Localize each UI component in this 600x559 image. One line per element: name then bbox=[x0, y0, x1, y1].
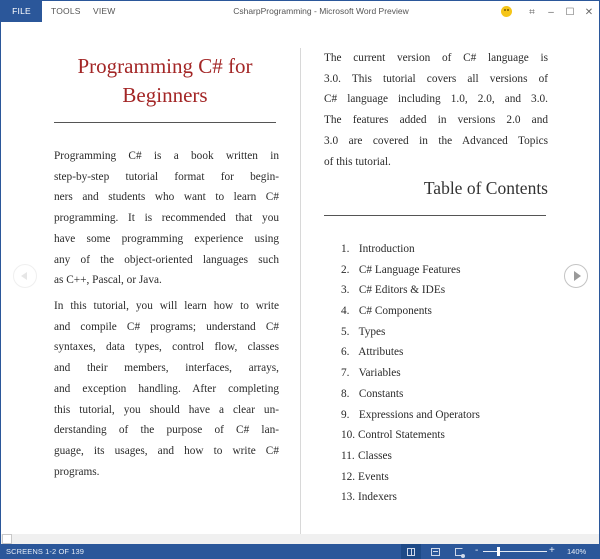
book-title-line-1: Programming C# for bbox=[77, 54, 253, 78]
read-mode-button[interactable] bbox=[401, 544, 421, 559]
text-line: have some programming experience using bbox=[54, 232, 279, 245]
toc-heading: Table of Contents bbox=[423, 178, 548, 198]
toc-list bbox=[341, 239, 541, 508]
maximize-icon[interactable]: ☐ bbox=[565, 6, 575, 18]
text-line: 3.0. This tutorial covers all versions of bbox=[324, 72, 548, 85]
scrollbar-corner bbox=[2, 534, 12, 544]
text-line: derstanding of the purpose of C# lan- bbox=[54, 424, 279, 437]
read-mode-icon bbox=[407, 548, 415, 556]
toc-number: 10. bbox=[341, 429, 356, 442]
text-line: any of the object-oriented languages such bbox=[54, 253, 279, 266]
menu-tools[interactable]: TOOLS bbox=[51, 6, 81, 16]
text-line: The current version of C# language is bbox=[324, 52, 548, 64]
toc-label: C# Language Features bbox=[358, 263, 461, 276]
toc-item-editors-ides[interactable] bbox=[341, 280, 541, 301]
toc-item-language-features[interactable] bbox=[341, 260, 541, 281]
toc-number: 4. bbox=[341, 305, 350, 318]
zoom-slider[interactable] bbox=[483, 551, 547, 552]
status-bar bbox=[1, 544, 600, 559]
text-line: Programming C# is a book written in bbox=[54, 150, 279, 162]
toc-number: 8. bbox=[341, 387, 350, 400]
toc-number: 1. bbox=[341, 243, 350, 255]
toc-label: Events bbox=[358, 470, 389, 483]
toc-item-types[interactable] bbox=[341, 322, 541, 343]
chevron-left-icon bbox=[21, 272, 27, 280]
toc-number: 2. bbox=[341, 263, 350, 276]
toc-item-variables[interactable] bbox=[341, 363, 541, 384]
toc-label: Attributes bbox=[358, 346, 404, 359]
text-line: guage, its usages, and how to write C# bbox=[54, 444, 279, 457]
text-line: 3.0 are covered in the Advanced Topics bbox=[324, 134, 548, 147]
toc-item-control-statements[interactable] bbox=[341, 425, 541, 446]
toc-item-classes[interactable] bbox=[341, 446, 541, 467]
toc-number: 6. bbox=[341, 346, 350, 359]
version-paragraph bbox=[324, 48, 548, 172]
horizontal-scrollbar[interactable] bbox=[1, 534, 599, 544]
toc-item-indexers[interactable] bbox=[341, 487, 541, 508]
text-line: step-by-step tutorial format for begin- bbox=[54, 170, 279, 183]
book-title-line-2: Beginners bbox=[122, 83, 208, 107]
toc-label: Classes bbox=[358, 449, 392, 462]
toc-number: 12. bbox=[341, 470, 356, 483]
zoom-out-button[interactable]: - bbox=[475, 545, 479, 556]
title-rule bbox=[54, 122, 276, 123]
toc-rule bbox=[324, 215, 546, 216]
toc-label: C# Components bbox=[358, 305, 432, 318]
toc-label: Control Statements bbox=[358, 429, 445, 442]
title-bar bbox=[1, 0, 599, 22]
next-screen-button[interactable] bbox=[564, 264, 588, 288]
document-area bbox=[1, 22, 599, 540]
toc-label: Variables bbox=[358, 367, 401, 380]
toc-item-events[interactable] bbox=[341, 467, 541, 488]
book-title bbox=[39, 52, 291, 110]
zoom-in-button[interactable]: + bbox=[549, 545, 555, 556]
window-title: CsharpProgramming - Microsoft Word Preview bbox=[233, 6, 409, 16]
text-line: as C++, Pascal, or Java. bbox=[54, 274, 162, 287]
chevron-right-icon bbox=[574, 271, 581, 281]
toc-item-constants[interactable] bbox=[341, 384, 541, 405]
minimize-icon[interactable]: – bbox=[548, 6, 554, 18]
feedback-smiley-icon[interactable] bbox=[501, 6, 512, 17]
toc-label: C# Editors & IDEs bbox=[358, 284, 446, 297]
tutorial-paragraph bbox=[54, 296, 279, 482]
web-layout-button[interactable] bbox=[453, 546, 465, 557]
text-line: and their members, interfaces, arrays, bbox=[54, 362, 279, 375]
text-line: and compile C# programs; understand C# bbox=[54, 320, 279, 333]
close-icon[interactable]: ✕ bbox=[584, 6, 594, 18]
menu-view[interactable]: VIEW bbox=[93, 6, 116, 16]
toc-label: Types bbox=[358, 325, 386, 338]
text-line: In this tutorial, you will learn how to write bbox=[54, 300, 279, 312]
text-line: The features added in versions 2.0 and bbox=[324, 114, 548, 127]
text-line: C# language including 1.0, 2.0, and 3.0. bbox=[324, 93, 548, 106]
zoom-slider-thumb[interactable] bbox=[497, 547, 500, 556]
toc-label: Introduction bbox=[358, 243, 415, 255]
text-line: of this tutorial. bbox=[324, 155, 391, 168]
toc-number: 7. bbox=[341, 367, 350, 380]
toc-item-components[interactable] bbox=[341, 301, 541, 322]
toc-number: 11. bbox=[341, 449, 355, 462]
toc-number: 5. bbox=[341, 325, 350, 338]
toc-label: Constants bbox=[358, 387, 404, 400]
text-line: programming. It is recommended that you bbox=[54, 212, 279, 225]
zoom-level[interactable]: 140% bbox=[567, 547, 587, 556]
print-layout-button[interactable] bbox=[429, 546, 441, 557]
toc-number: 9. bbox=[341, 408, 350, 421]
toc-number: 13. bbox=[341, 491, 356, 504]
toc-item-attributes[interactable] bbox=[341, 342, 541, 363]
toc-item-expressions-operators[interactable] bbox=[341, 405, 541, 426]
toc-number: 3. bbox=[341, 284, 350, 297]
toc-item-introduction[interactable] bbox=[341, 239, 541, 260]
text-line: programs. bbox=[54, 465, 100, 478]
web-layout-icon bbox=[455, 548, 463, 556]
toc-label: Expressions and Operators bbox=[358, 408, 480, 421]
page-divider bbox=[300, 48, 301, 534]
toc-label: Indexers bbox=[358, 491, 397, 504]
text-line: syntaxes, data types, control flow, classes bbox=[54, 341, 279, 354]
text-line: this tutorial, you should have a clear un- bbox=[54, 403, 279, 416]
full-screen-icon[interactable]: ⌗ bbox=[529, 6, 535, 18]
text-line: ners and students who want to learn C# bbox=[54, 191, 279, 204]
screen-count: SCREENS 1-2 OF 139 bbox=[6, 547, 85, 556]
previous-screen-button[interactable] bbox=[13, 264, 37, 288]
intro-paragraph bbox=[54, 146, 279, 291]
text-line: and exception handling. After completing bbox=[54, 382, 279, 395]
print-layout-icon bbox=[431, 548, 440, 556]
menu-file[interactable]: FILE bbox=[1, 1, 42, 22]
